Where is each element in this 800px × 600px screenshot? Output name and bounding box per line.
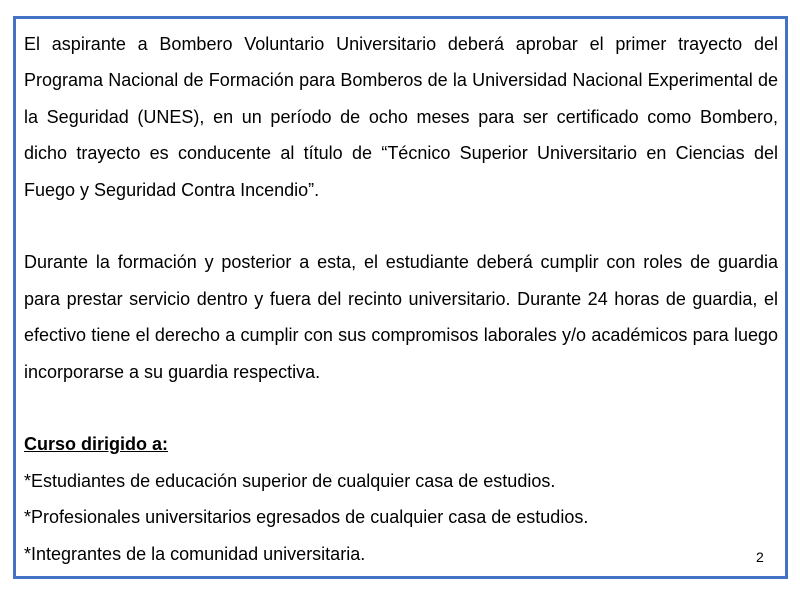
audience-item-community: *Integrantes de la comunidad universitaria.: [24, 543, 366, 564]
paragraph-requirements: El aspirante a Bombero Voluntario Universitario deberá aprobar el primer trayecto del Programa Nacional de Formación para Bomberos de la Universidad Nacional Experimental de la Seguridad (UNES), en un período de ocho meses para ser certificado como Bombero, dicho trayecto es conducente al título de “Técnico Superior Universitario en Ciencias del Fuego y Seguridad Contra Incendio”.: [24, 34, 778, 200]
paragraph-guard-duty: Durante la formación y posterior a esta, el estudiante deberá cumplir con roles de guardia para prestar servicio dentro y fuera del recinto universitario. Durante 24 horas de guardia, el efectivo tiene el derecho a cumplir con sus compromisos laborales y/o académicos para luego incorporarse a su guardia respectiva.: [24, 252, 778, 382]
page-number: 2: [756, 549, 764, 565]
slide-content: [24, 26, 778, 572]
audience-item-professionals: *Profesionales universitarios egresados de cualquier casa de estudios.: [24, 507, 589, 528]
paragraph-spacer: [24, 208, 778, 244]
paragraph-spacer: [24, 390, 778, 426]
course-heading: Curso dirigido a:: [24, 434, 168, 455]
audience-item-students: *Estudiantes de educación superior de cualquier casa de estudios.: [24, 470, 556, 491]
